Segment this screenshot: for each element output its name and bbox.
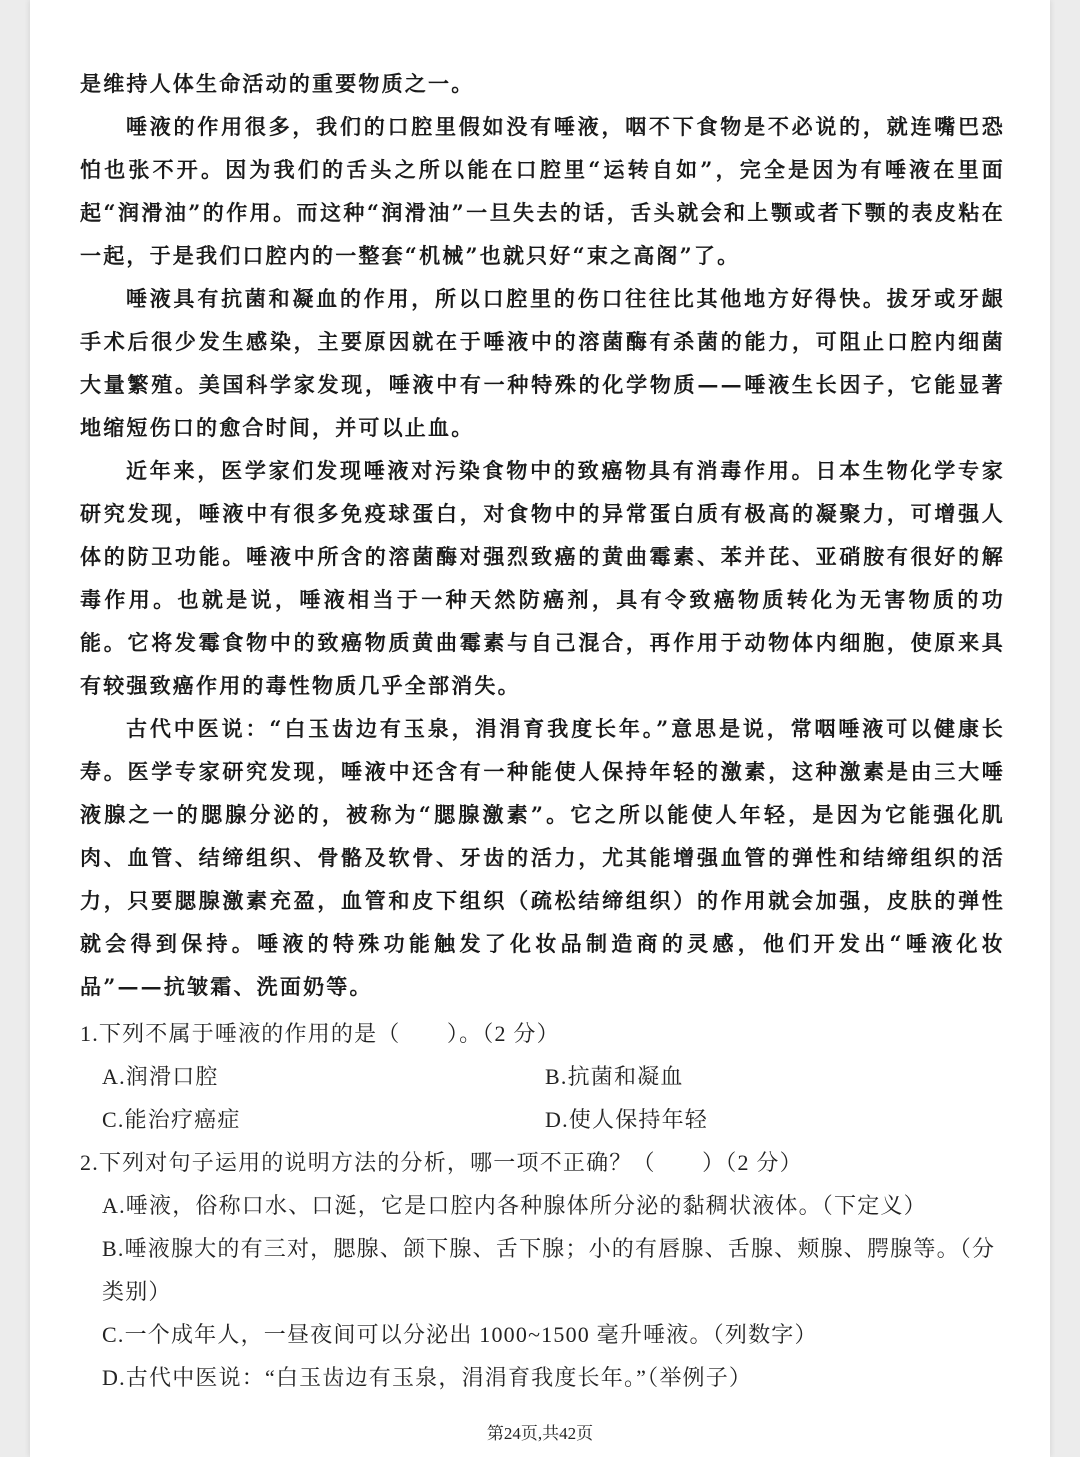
question-section: [80, 1012, 1005, 1399]
passage-paragraph-4: 古代中医说：“白玉齿边有玉泉，涓涓育我度长年。”意思是说，常咽唾液可以健康长寿。医学专家研究发现，唾液中还含有一种能使人保持年轻的激素，这种激素是由三大唾液腺之一的腮腺分泌的，被称为“腮腺激素”。它之所以能使人年轻，是因为它能强化肌肉、血管、结缔组织、骨骼及软骨、牙齿的活力，尤其能增强血管的弹性和结缔组织的活力，只要腮腺激素充盈，血管和皮下组织（疏松结缔组织）的作用就会加强，皮肤的弹性就会得到保持。唾液的特殊功能触发了化妆品制造商的灵感，他们开发出“唾液化妆品”——抗皱霜、洗面奶等。: [80, 716, 1005, 999]
question-2-stem: 2.下列对句子运用的说明方法的分析，哪一项不正确？（ ）（2 分）: [80, 1150, 803, 1175]
question-2-option-d: D.古代中医说：“白玉齿边有玉泉，涓涓育我度长年。”（举例子）: [102, 1365, 753, 1390]
passage-paragraph-2: 唾液具有抗菌和凝血的作用，所以口腔里的伤口往往比其他地方好得快。拔牙或牙龈手术后很少发生感染，主要原因就在于唾液中的溶菌酶有杀菌的能力，可阻止口腔内细菌大量繁殖。美国科学家发现，唾液中有一种特殊的化学物质——唾液生长因子，它能显著地缩短伤口的愈合时间，并可以止血。: [80, 286, 1005, 440]
passage-paragraph-1: 唾液的作用很多，我们的口腔里假如没有唾液，咽不下食物是不必说的，就连嘴巴恐怕也张不开。因为我们的舌头之所以能在口腔里“运转自如”，完全是因为有唾液在里面起“润滑油”的作用。而这种“润滑油”一旦失去的话，舌头就会和上颚或者下颚的表皮粘在一起，于是我们口腔内的一整套“机械”也就只好“束之高阁”了。: [80, 114, 1005, 268]
page-number: 第24页,共42页: [486, 1424, 594, 1443]
question-1-stem: 1.下列不属于唾液的作用的是（ ）。（2 分）: [80, 1021, 560, 1046]
question-1-option-b: B.抗菌和凝血: [545, 1064, 684, 1089]
question-1-option-a: A.润滑口腔: [102, 1064, 219, 1089]
page-content: [80, 62, 1005, 1399]
question-2-option-c: C.一个成年人，一昼夜间可以分泌出 1000~1500 毫升唾液。（列数字）: [102, 1322, 818, 1347]
question-1-option-c: C.能治疗癌症: [102, 1107, 241, 1132]
document-page: [30, 0, 1050, 1457]
passage-paragraph-3: 近年来，医学家们发现唾液对污染食物中的致癌物具有消毒作用。日本生物化学专家研究发现，唾液中有很多免疫球蛋白，对食物中的异常蛋白质有极高的凝聚力，可增强人体的防卫功能。唾液中所含的溶菌酶对强烈致癌的黄曲霉素、苯并芘、亚硝胺有很好的解毒作用。也就是说，唾液相当于一种天然防癌剂，具有令致癌物质转化为无害物质的功能。它将发霉食物中的致癌物质黄曲霉素与自己混合，再作用于动物体内细胞，使原来具有较强致癌作用的毒性物质几乎全部消失。: [80, 458, 1005, 698]
question-1-option-d: D.使人保持年轻: [545, 1107, 708, 1132]
question-2-option-a: A.唾液，俗称口水、口涎，它是口腔内各种腺体所分泌的黏稠状液体。（下定义）: [102, 1193, 927, 1218]
question-2-options: [102, 1184, 1005, 1399]
question-2-option-b: B.唾液腺大的有三对，腮腺、颌下腺、舌下腺；小的有唇腺、舌腺、颊腺、腭腺等。（分类别）: [102, 1236, 996, 1304]
question-1-options: [102, 1055, 1005, 1141]
passage-paragraph-0: 是维持人体生命活动的重要物质之一。: [80, 71, 475, 96]
